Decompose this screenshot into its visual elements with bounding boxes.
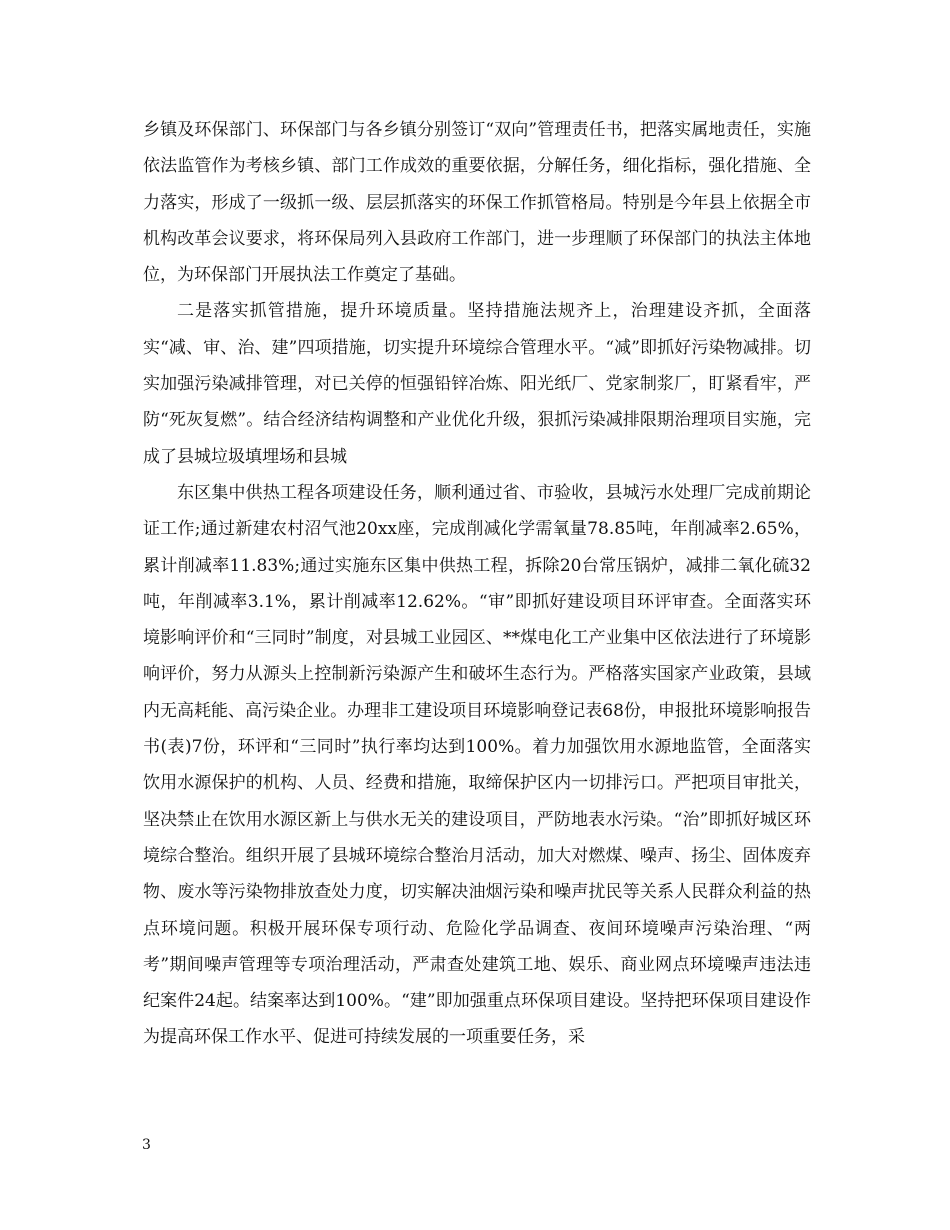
page-number: 3 <box>142 1137 151 1153</box>
body-text <box>143 112 811 1056</box>
paragraph-2: 二是落实抓管措施，提升环境质量。坚持措施法规齐上，治理建设齐抓，全面落实“减、审、治、建”四项措施，切实提升环境综合管理水平。“减”即抓好污染物减排。切实加强污染减排管理，对已关停的恒强铅锌冶炼、阳光纸厂、党家制浆厂，盯紧看牢，严防“死灰复燃”。结合经济结构调整和产业优化升级，狠抓污染减排限期治理项目实施，完成了县城垃圾填埋场和县城 <box>143 301 811 467</box>
paragraph-3: 东区集中供热工程各项建设任务，顺利通过省、市验收，县城污水处理厂完成前期论证工作;通过新建农村沼气池20xx座，完成削减化学需氧量78.85吨，年削减率2.65%，累计削减率11.83%;通过实施东区集中供热工程，拆除20台常压锅炉，减排二氧化硫32吨，年削减率3.1%，累计削减率12.62%。“审”即抓好建设项目环评审查。全面落实环境影响评价和“三同时”制度，对县城工业园区、**煤电化工产业集中区依法进行了环境影响评价，努力从源头上控制新污染源产生和破坏生态行为。严格落实国家产业政策，县域内无高耗能、高污染企业。办理非工建设项目环境影响登记表68份，申报批环境影响报告书(表)7份，环评和“三同时”执行率均达到100%。着力加强饮用水源地监管，全面落实饮用水源保护的机构、人员、经费和措施，取缔保护区内一切排污口。严把项目审批关，坚决禁止在饮用水源区新上与供水无关的建设项目，严防地表水污染。“治”即抓好城区环境综合整治。组织开展了县城环境综合整治月活动，加大对燃煤、噪声、扬尘、固体废弃物、废水等污染物排放查处力度，切实解决油烟污染和噪声扰民等关系人民群众利益的热点环境问题。积极开展环保专项行动、危险化学品调查、夜间环境噪声污染治理、“两考”期间噪声管理等专项治理活动，严肃查处建筑工地、娱乐、商业网点环境噪声违法违纪案件24起。结案率达到100%。“建”即加强重点环保项目建设。坚持把环保项目建设作为提高环保工作水平、促进可持续发展的一项重要任务，采 <box>143 482 811 1048</box>
paragraph-1: 乡镇及环保部门、环保部门与各乡镇分别签订“双向”管理责任书，把落实属地责任，实施依法监管作为考核乡镇、部门工作成效的重要依据，分解任务，细化指标，强化措施、全力落实，形成了一级抓一级、层层抓落实的环保工作抓管格局。特别是今年县上依据全市机构改革会议要求，将环保局列入县政府工作部门，进一步理顺了环保部门的执法主体地位，为环保部门开展执法工作奠定了基础。 <box>143 120 811 286</box>
